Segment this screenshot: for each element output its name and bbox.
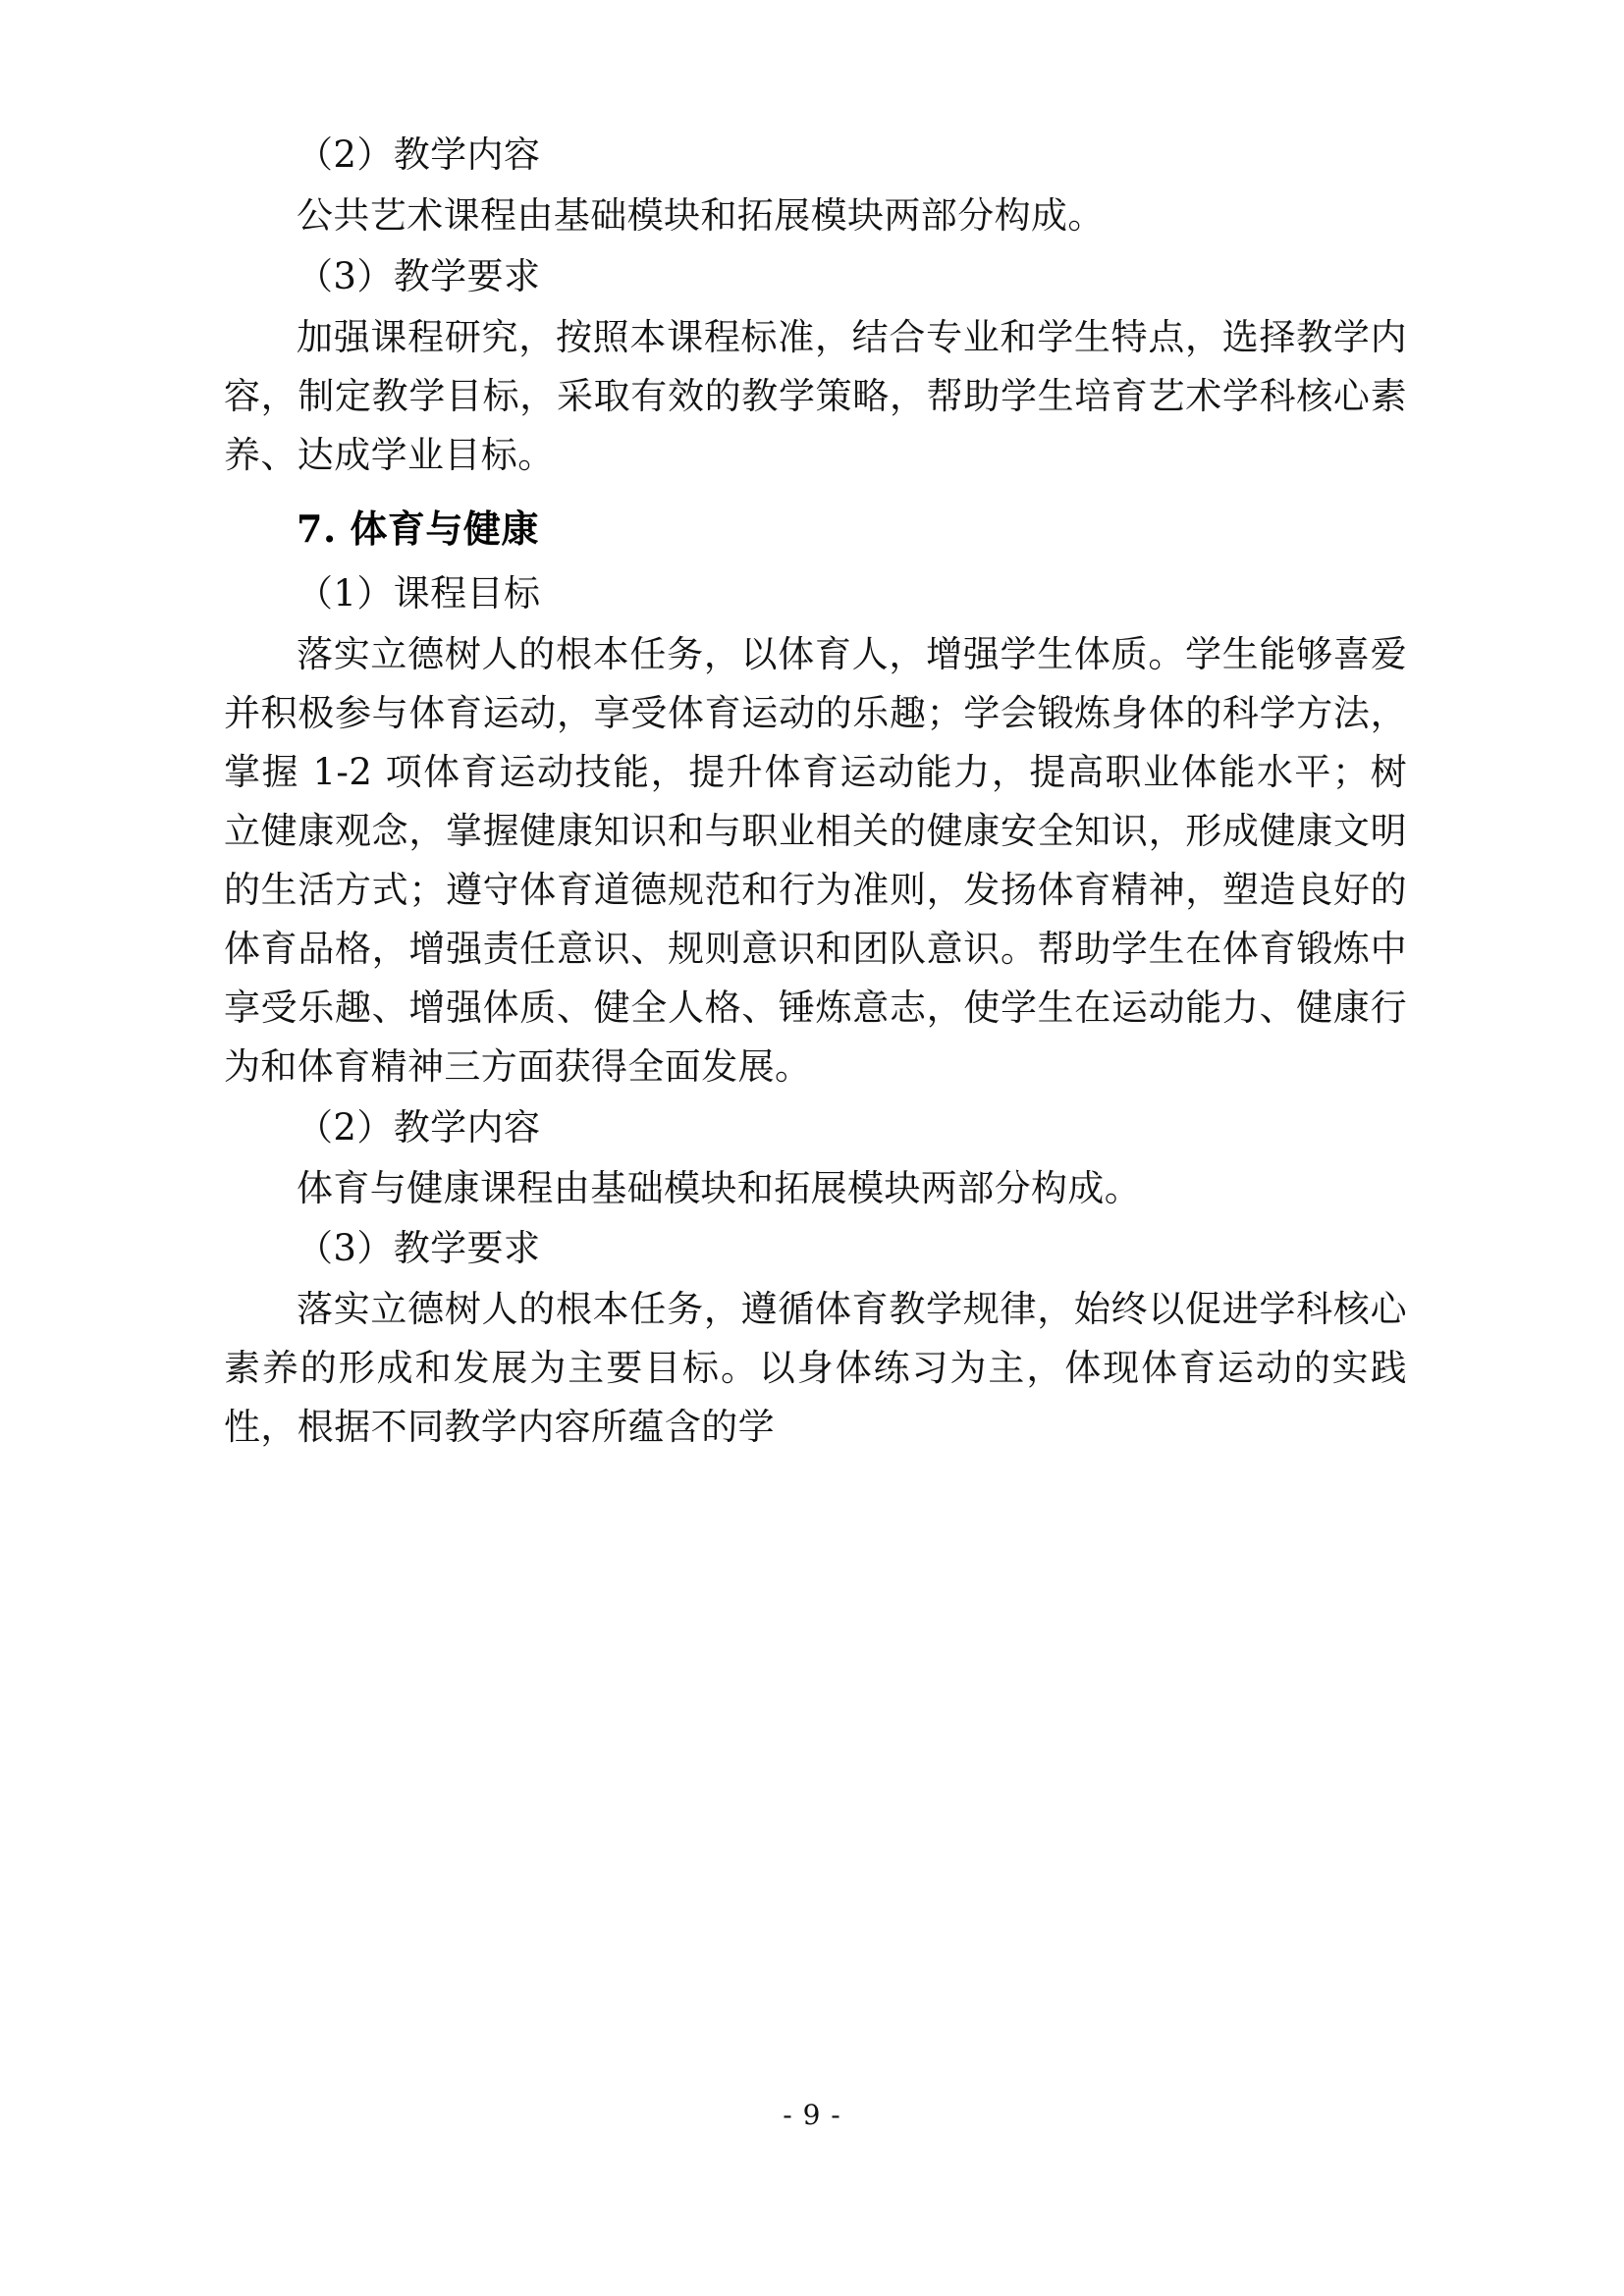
page-content: [224, 126, 1407, 1459]
page-number: - 9 -: [783, 2099, 841, 2131]
section-heading-physical-education: 7. 体育与健康: [297, 506, 539, 551]
paragraph-pe-course-objective-body: 落实立德树人的根本任务，以体育人，增强学生体质。学生能够喜爱并积极参与体育运动，享受体育运动的乐趣；学会锻炼身体的科学方法，掌握 1-2 项体育运动技能，提升体育运动能力，提高职业体能水平；树立健康观念，掌握健康知识和与职业相关的健康安全知识，形成健康文明的生活方式；遵守体育道德规范和行为准则，发扬体育精神，塑造良好的体育品格，增强责任意识、规则意识和团队意识。帮助学生在体育锻炼中享受乐趣、增强体质、健全人格、锤炼意志，使学生在运动能力、健康行为和体育精神三方面获得全面发展。: [224, 633, 1407, 1088]
paragraph-teaching-requirement-heading-art: （3）教学要求: [297, 254, 541, 297]
paragraph-art-course-modules: 公共艺术课程由基础模块和拓展模块两部分构成。: [297, 193, 1105, 237]
paragraph-teaching-content-heading-pe: （2）教学内容: [297, 1105, 541, 1148]
paragraph-teaching-requirement-heading-pe: （3）教学要求: [297, 1227, 541, 1270]
paragraph-art-teaching-requirement-body: 加强课程研究，按照本课程标准，结合专业和学生特点，选择教学内容，制定教学目标，采取有效的教学策略，帮助学生培育艺术学科核心素养、达成学业目标。: [224, 315, 1407, 476]
paragraph-pe-teaching-requirement-body: 落实立德树人的根本任务，遵循体育教学规律，始终以促进学科核心素养的形成和发展为主要目标。以身体练习为主，体现体育运动的实践性，根据不同教学内容所蕴含的学: [224, 1288, 1407, 1449]
paragraph-pe-course-modules: 体育与健康课程由基础模块和拓展模块两部分构成。: [297, 1166, 1142, 1209]
paragraph-teaching-content-heading-art: （2）教学内容: [297, 133, 541, 176]
paragraph-course-objective-heading-pe: （1）课程目标: [297, 572, 541, 615]
